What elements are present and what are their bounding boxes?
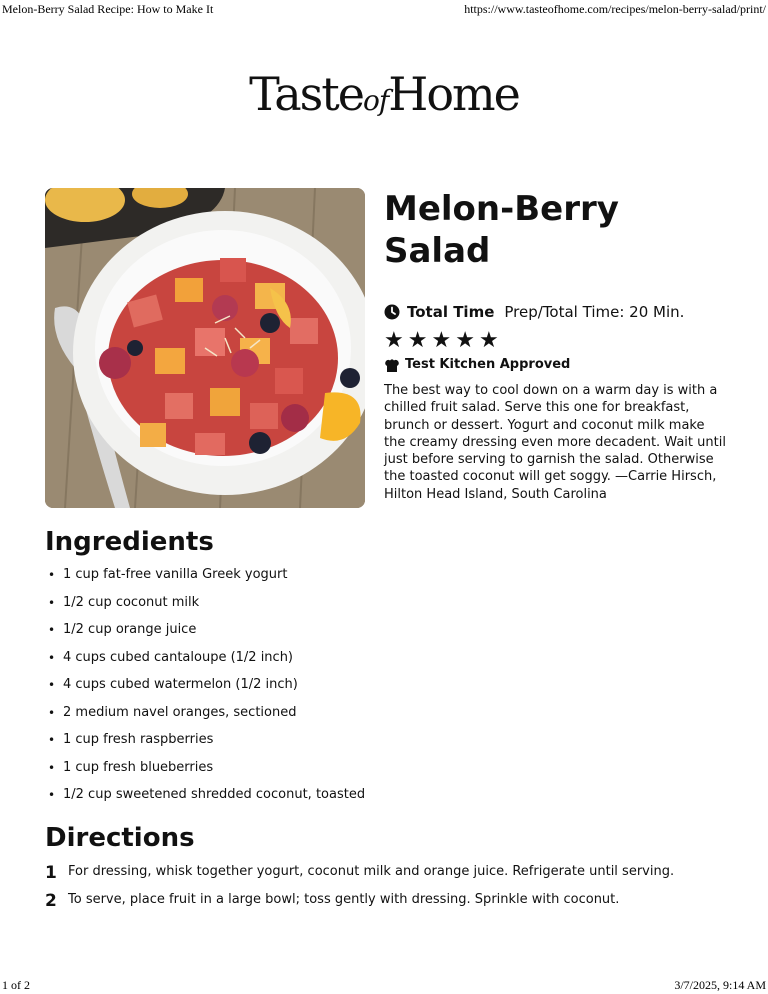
approved-label: Test Kitchen Approved <box>405 357 571 372</box>
step-number: 1 <box>45 863 57 883</box>
ingredient-item: • 1/2 cup coconut milk <box>45 593 365 621</box>
direction-step <box>45 890 745 918</box>
recipe-photo <box>45 188 365 508</box>
rating-stars <box>384 330 499 352</box>
ingredient-text: 1/2 cup coconut milk <box>63 594 200 610</box>
ingredient-item: • 1/2 cup sweetened shredded coconut, toasted <box>45 785 365 813</box>
star-icon: ★ <box>407 328 428 353</box>
logo-taste: Taste <box>249 67 363 121</box>
direction-step <box>45 862 745 890</box>
ingredient-text: 4 cups cubed cantaloupe (1/2 inch) <box>63 649 294 665</box>
clock-icon <box>384 304 400 320</box>
chef-hat-icon <box>384 358 400 372</box>
ingredient-item: • 2 medium navel oranges, sectioned <box>45 703 365 731</box>
ingredient-text: 1/2 cup sweetened shredded coconut, toasted <box>63 787 366 802</box>
print-url: https://www.tasteofhome.com/recipes/melon-berry-salad/print/ <box>464 2 766 16</box>
step-text: To serve, place fruit in a large bowl; toss gently with dressing. Sprinkle with coconut. <box>68 892 620 907</box>
ingredient-text: 1 cup fresh raspberries <box>63 732 214 747</box>
print-header <box>0 0 768 18</box>
total-time-value: Prep/Total Time: 20 Min. <box>504 303 685 321</box>
ingredient-text: 1 cup fat-free vanilla Greek yogurt <box>63 567 288 582</box>
directions-list <box>45 862 745 918</box>
ingredient-text: 4 cups cubed watermelon (1/2 inch) <box>63 677 298 692</box>
star-icon: ★ <box>384 328 404 353</box>
ingredient-item: • 1/2 cup orange juice <box>45 620 365 648</box>
logo-home: Home <box>388 67 519 121</box>
ingredient-text: 1/2 cup orange juice <box>63 622 197 637</box>
recipe-title-line1: Melon-Berry <box>384 189 619 229</box>
ingredient-item: • 1 cup fresh raspberries <box>45 730 365 758</box>
ingredient-item: • 4 cups cubed watermelon (1/2 inch) <box>45 675 365 703</box>
ingredient-item: • 1 cup fat-free vanilla Greek yogurt <box>45 565 365 593</box>
recipe-title <box>384 188 744 272</box>
ingredient-item: • 4 cups cubed cantaloupe (1/2 inch) <box>45 648 365 676</box>
star-icon: ★ <box>455 328 475 353</box>
star-icon: ★ <box>478 328 499 353</box>
directions-heading: Directions <box>45 823 195 853</box>
total-time-label: Total Time <box>407 303 495 321</box>
page-number: 1 of 2 <box>2 978 30 992</box>
ingredients-list <box>45 565 365 813</box>
recipe-title-line2: Salad <box>384 231 491 271</box>
star-icon: ★ <box>431 328 452 353</box>
test-kitchen-approved <box>384 357 570 372</box>
recipe-description: The best way to cool down on a warm day is with a chilled fruit salad. Serve this one for breakfast, brunch or dessert. Yogurt and coconut milk make the creamy dressing even more decadent. Wait until just before serving to garnish the salad. Otherwise the toasted coconut will get soggy. —Carrie Hirsch, Hilton Head Island, South Carolina <box>384 383 726 502</box>
ingredient-text: 1 cup fresh blueberries <box>63 759 214 775</box>
taste-of-home-logo[interactable] <box>0 66 768 129</box>
ingredient-text: 2 medium navel oranges, sectioned <box>63 704 297 720</box>
print-datetime: 3/7/2025, 9:14 AM <box>674 978 766 992</box>
logo-of: of <box>362 84 389 117</box>
ingredient-item: • 1 cup fresh blueberries <box>45 758 365 786</box>
step-number: 2 <box>45 891 57 911</box>
print-footer <box>0 978 768 994</box>
total-time <box>384 302 684 322</box>
ingredients-heading: Ingredients <box>45 527 214 557</box>
step-text: For dressing, whisk together yogurt, coconut milk and orange juice. Refrigerate until serving. <box>68 864 675 879</box>
print-page-title: Melon-Berry Salad Recipe: How to Make It <box>2 2 214 16</box>
